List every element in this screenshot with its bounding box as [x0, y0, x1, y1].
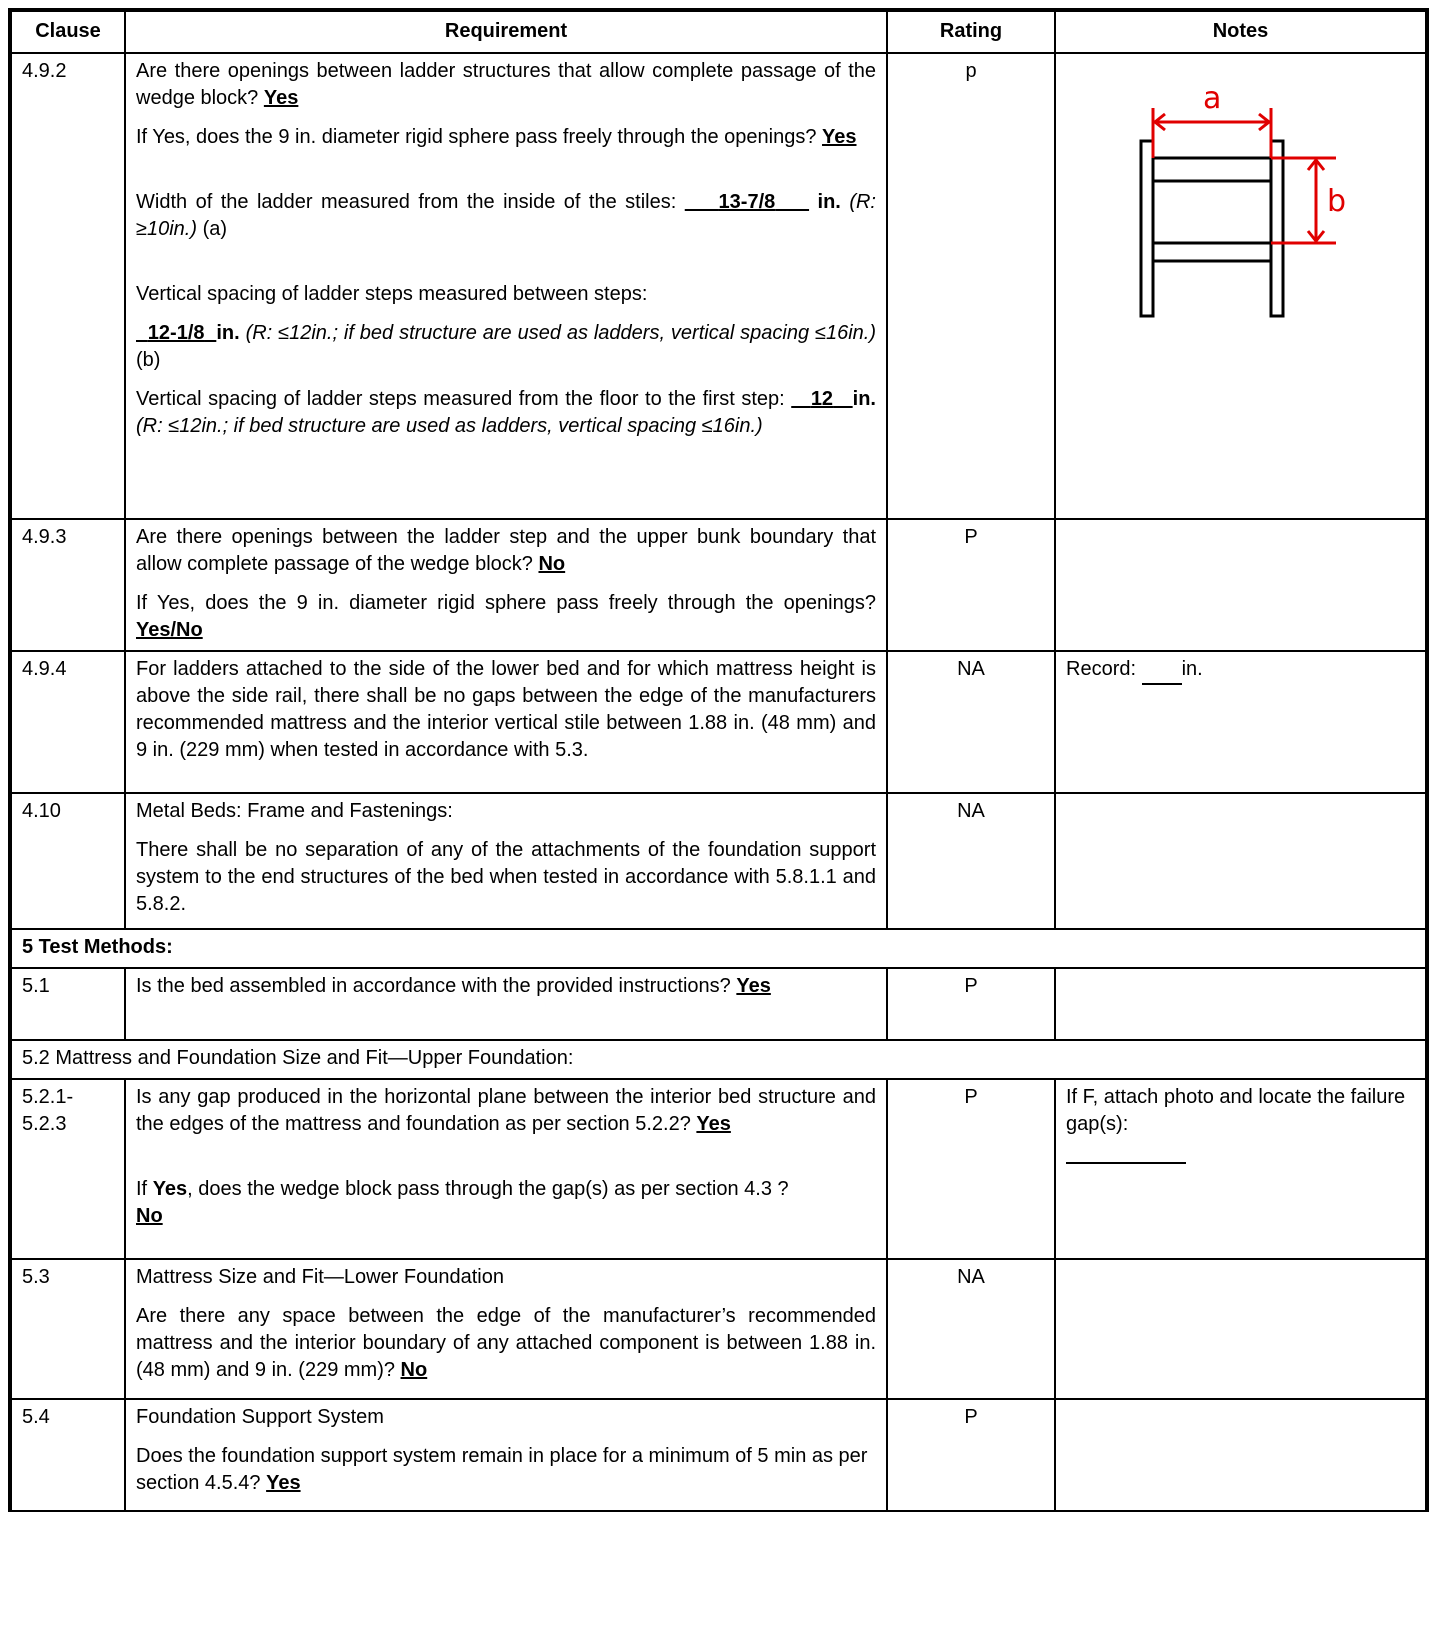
table-row: [10, 793, 1427, 929]
clause-cell: 4.9.4: [10, 651, 125, 793]
answer-value: Yes: [263, 87, 299, 109]
notes-cell: [1055, 793, 1427, 929]
requirement-cell: [125, 968, 887, 1040]
measured-floor-spacing: 12: [810, 388, 834, 410]
table-row: [10, 651, 1427, 793]
rating-cell: P: [887, 1399, 1055, 1511]
section-row: [10, 1040, 1427, 1079]
requirement-text: Metal Beds: Frame and Fastenings:: [136, 800, 453, 822]
diagram-label-a: a: [1202, 86, 1221, 116]
table-row: [10, 53, 1427, 519]
measured-width: 13-7/8: [718, 191, 776, 213]
rating-cell: P: [887, 519, 1055, 651]
notes-cell: [1055, 1259, 1427, 1399]
rating-cell: p: [887, 53, 1055, 519]
requirement-text: If Yes, does the wedge block pass through the gap(s) as per section 4.3 ? No: [136, 1178, 789, 1227]
clause-cell: 5.2.1- 5.2.3: [10, 1079, 125, 1259]
table-row: [10, 1259, 1427, 1399]
clause-cell: 5.4: [10, 1399, 125, 1511]
notes-cell: If F, attach photo and locate the failure gap(s):: [1055, 1079, 1427, 1259]
ladder-diagram: [1131, 86, 1351, 336]
requirement-text: For ladders attached to the side of the lower bed and for which mattress height is above the side rail, there shall be no gaps between the edge of the manufacturers recommended mattress and the interior vertical stile between 1.88 in. (48 mm) and 9 in. (229 mm) when tested in accordance with 5.3.: [136, 658, 876, 761]
requirement-text: Vertical spacing of ladder steps measured from the floor to the first step: 12 in. (R: ≤12in.; if bed structure are used as ladders, vertical spacing ≤16in.): [136, 388, 876, 437]
header-rating: Rating: [887, 10, 1055, 53]
requirement-text: There shall be no separation of any of the attachments of the foundation support system to the end structures of the bed when tested in accordance with 5.8.1.1 and 5.8.2.: [136, 839, 876, 915]
header-notes: Notes: [1055, 10, 1427, 53]
table-row: [10, 1079, 1427, 1259]
answer-value: Yes: [822, 126, 857, 148]
requirement-cell: [125, 1079, 887, 1259]
requirement-text: Width of the ladder measured from the inside of the stiles: 13-7/8 in. (R: ≥10in.) (a): [136, 191, 876, 240]
header-requirement: Requirement: [125, 10, 887, 53]
requirement-text: Foundation Support System: [136, 1406, 384, 1428]
requirement-cell: [125, 651, 887, 793]
section-heading: 5.2 Mattress and Foundation Size and Fit—Upper Foundation:: [10, 1040, 1427, 1079]
requirements-table: [8, 8, 1429, 1512]
notes-cell: [1055, 519, 1427, 651]
notes-cell: [1055, 1399, 1427, 1511]
rating-cell: P: [887, 1079, 1055, 1259]
requirement-text: Are there any space between the edge of the manufacturer’s recommended mattress and the interior boundary of any attached component is between 1.88 in. (48 mm) and 9 in. (229 mm)? No: [136, 1305, 876, 1381]
clause-cell: 4.9.3: [10, 519, 125, 651]
requirement-text: Are there openings between the ladder step and the upper bunk boundary that allow complete passage of the wedge block? No: [136, 526, 876, 575]
notes-cell: [1055, 968, 1427, 1040]
section-row: [10, 929, 1427, 968]
requirement-text: Vertical spacing of ladder steps measured between steps:: [136, 283, 648, 305]
header-clause: Clause: [10, 10, 125, 53]
requirement-text: Is any gap produced in the horizontal plane between the interior bed structure and the edges of the mattress and foundation as per section 5.2.2? Yes: [136, 1086, 876, 1135]
notes-cell: [1055, 53, 1427, 519]
clause-cell: 4.9.2: [10, 53, 125, 519]
requirement-cell: [125, 1259, 887, 1399]
section-heading: 5 Test Methods:: [10, 929, 1427, 968]
requirement-cell: [125, 519, 887, 651]
requirement-text: Does the foundation support system remain in place for a minimum of 5 min as per section 4.5.4? Yes: [136, 1445, 868, 1494]
requirement-text: If Yes, does the 9 in. diameter rigid sphere pass freely through the openings? Yes/No: [136, 592, 876, 641]
requirement-text: Mattress Size and Fit—Lower Foundation: [136, 1266, 504, 1288]
requirement-cell: [125, 53, 887, 519]
clause-cell: 5.1: [10, 968, 125, 1040]
requirement-text: 12-1/8 in. (R: ≤12in.; if bed structure are used as ladders, vertical spacing ≤16in.) (b): [136, 322, 876, 371]
requirement-text: Is the bed assembled in accordance with the provided instructions? Yes: [136, 975, 771, 997]
table-row: [10, 1399, 1427, 1511]
diagram-label-b: b: [1326, 184, 1346, 219]
requirement-cell: [125, 793, 887, 929]
clause-cell: 4.10: [10, 793, 125, 929]
notes-cell: Record: in.: [1055, 651, 1427, 793]
header-row: [10, 10, 1427, 53]
clause-cell: 5.3: [10, 1259, 125, 1399]
table-row: [10, 968, 1427, 1040]
requirement-text: If Yes, does the 9 in. diameter rigid sphere pass freely through the openings? Yes: [136, 126, 857, 148]
rating-cell: NA: [887, 793, 1055, 929]
rating-cell: P: [887, 968, 1055, 1040]
rating-cell: NA: [887, 651, 1055, 793]
requirement-text: Are there openings between ladder structures that allow complete passage of the wedge block? Yes: [136, 60, 876, 109]
table-row: [10, 519, 1427, 651]
rating-cell: NA: [887, 1259, 1055, 1399]
measured-vertical-spacing: 12-1/8: [147, 322, 205, 344]
requirement-cell: [125, 1399, 887, 1511]
